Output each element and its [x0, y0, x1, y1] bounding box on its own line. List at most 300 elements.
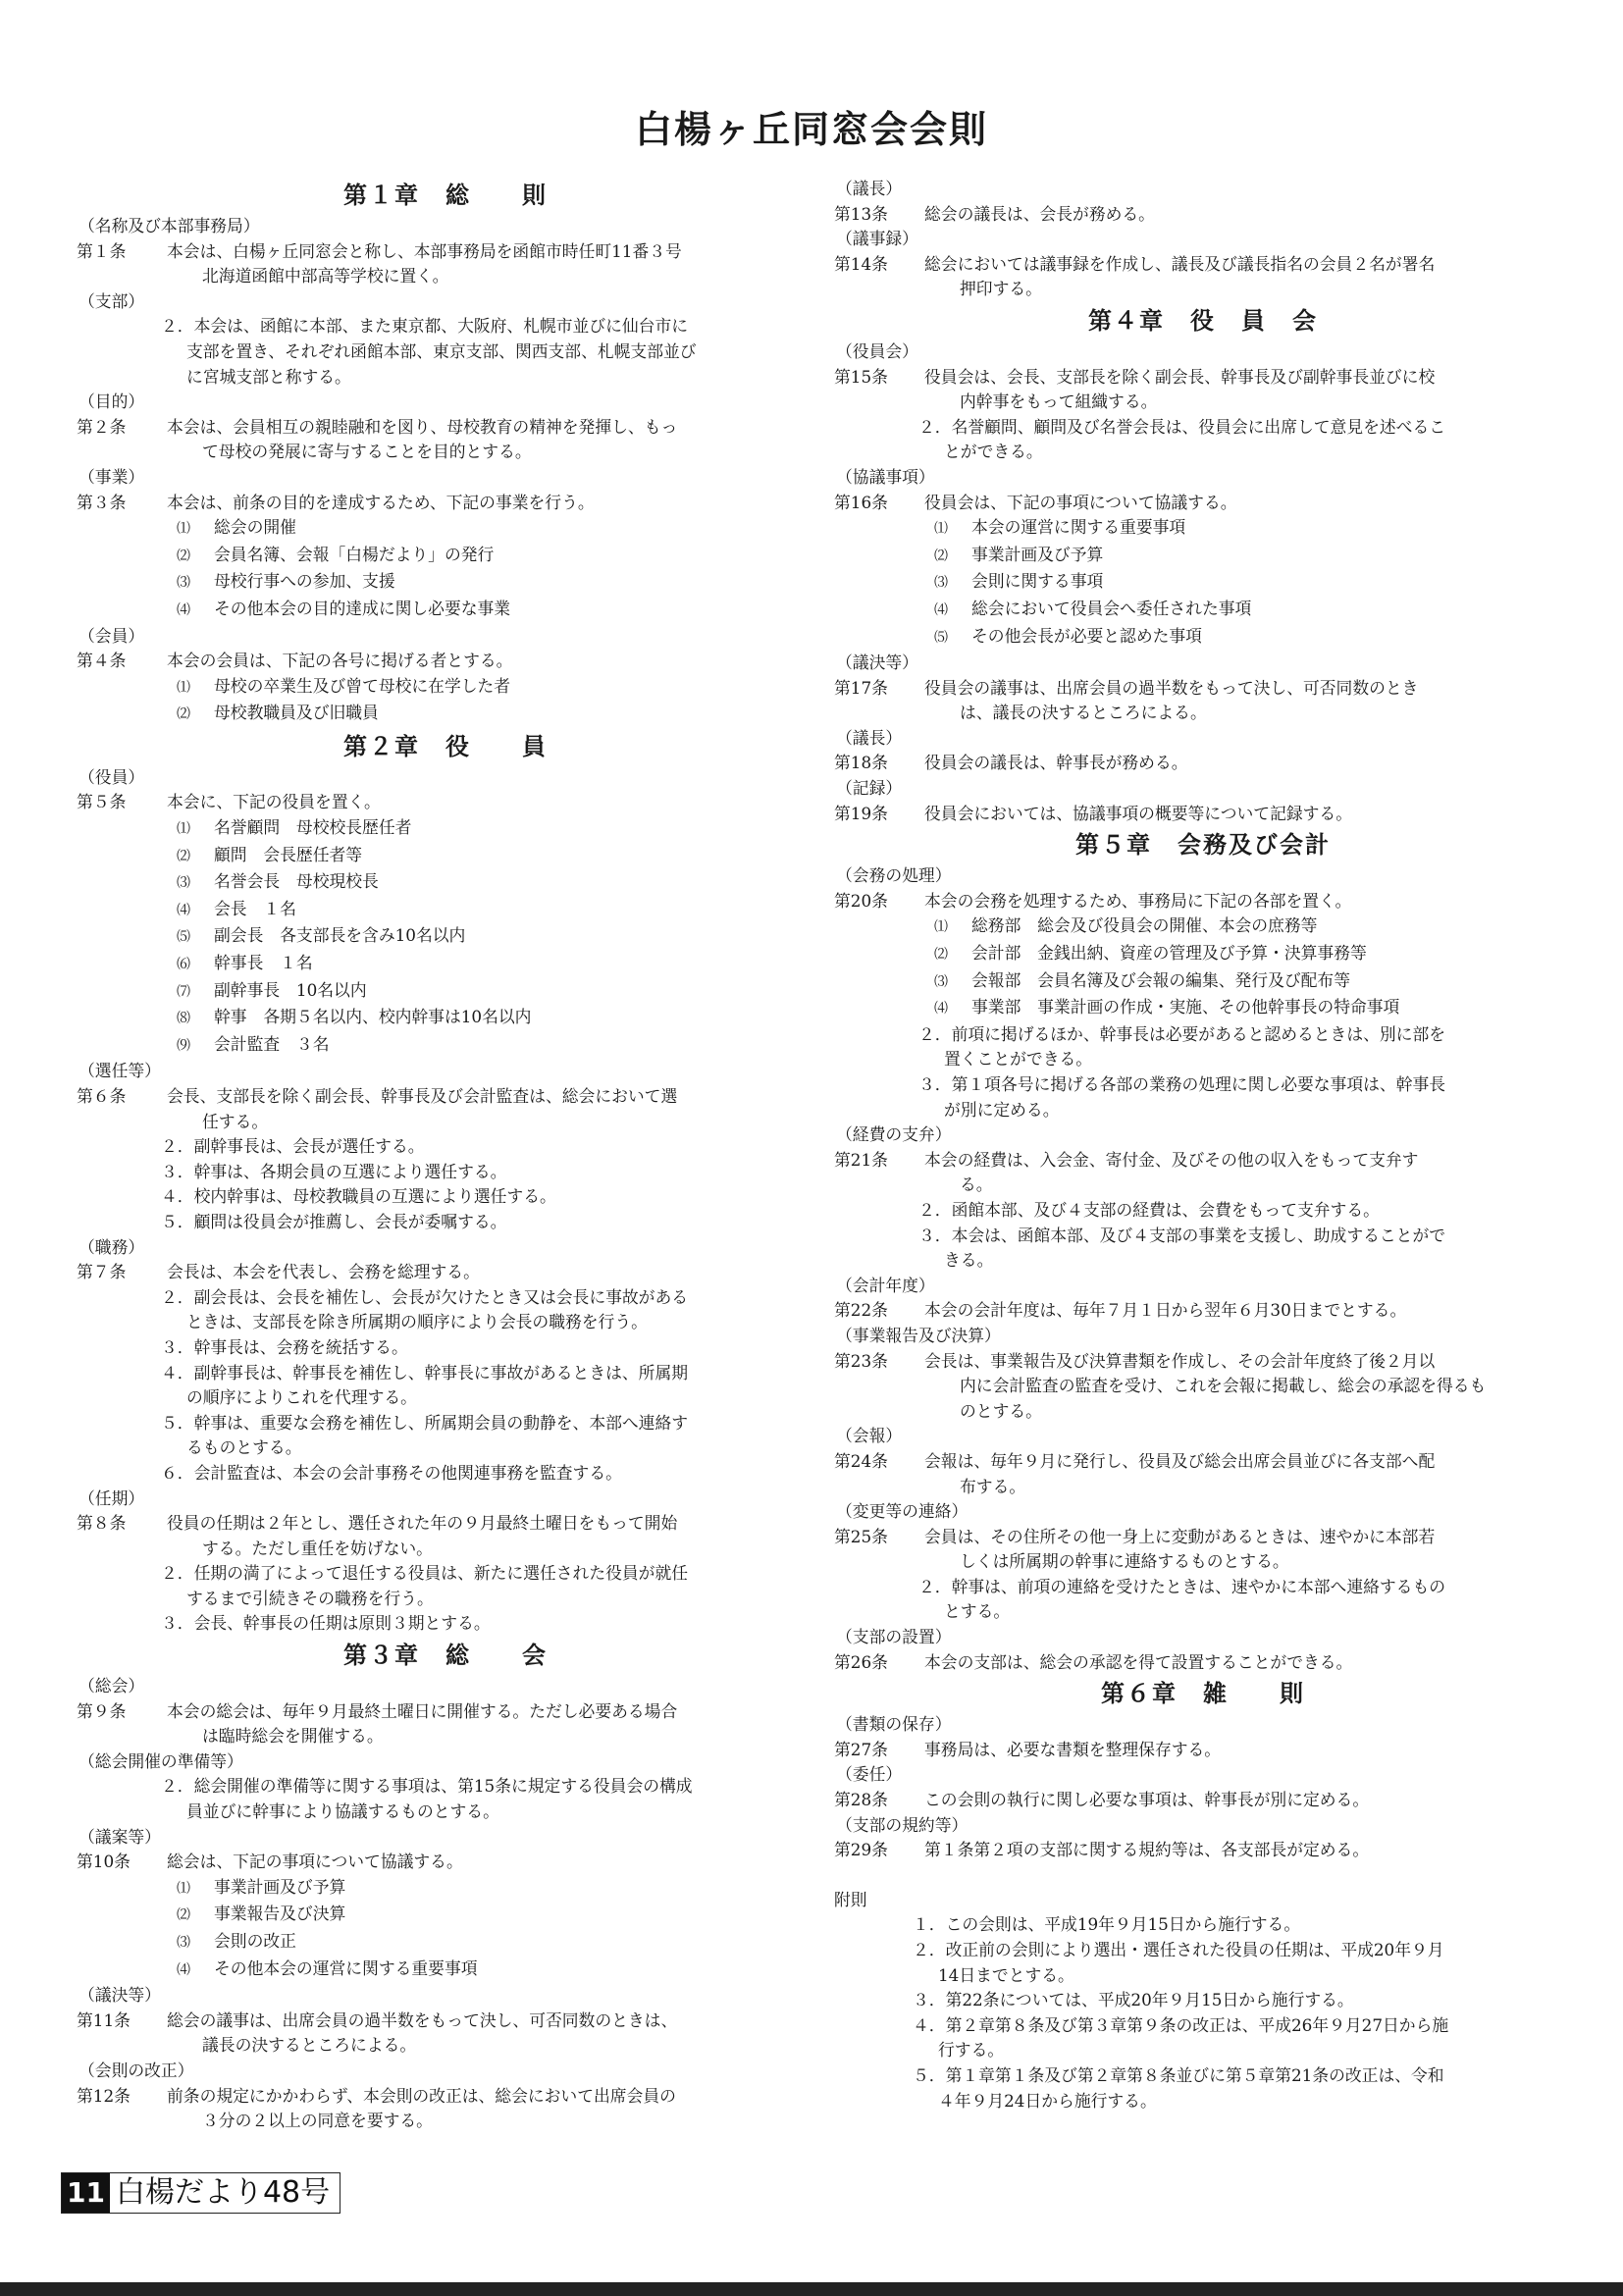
article-body: [918, 1148, 1543, 1198]
item-text: 副幹事長 10名以内: [214, 979, 367, 1000]
paragraph-line: るものとする。: [186, 1437, 302, 1458]
article-number: 第28条: [834, 1790, 888, 1810]
article-body: [918, 491, 1543, 516]
paragraph-line: ２．前項に掲げるほか、幹事長は必要があると認めるときは、別に部を: [918, 1023, 1446, 1044]
article: [77, 1084, 785, 1134]
article-number: 第１条: [77, 240, 127, 261]
item-text: その他本会の目的達成に関し必要な事業: [214, 598, 511, 618]
article-number: 第11条: [77, 2009, 131, 2030]
list-item: [834, 543, 1543, 570]
article-body: [161, 239, 785, 289]
item-number: ⑼: [177, 1037, 190, 1054]
article-number: 第25条: [834, 1526, 888, 1546]
list-item: [77, 1005, 785, 1032]
article-number: 第23条: [834, 1350, 888, 1371]
section-label: （支部の規約等）: [836, 1814, 969, 1835]
paragraph-line: とができる。: [944, 442, 1043, 462]
article-body: [161, 415, 785, 465]
article-body: [918, 202, 1543, 228]
article-line: ３分の２以上の同意を要する。: [202, 2111, 433, 2131]
article-body: [161, 2084, 785, 2134]
section-label: （目的）: [79, 391, 145, 412]
list-item: [834, 569, 1543, 597]
article-line: 内幹事をもって組織する。: [960, 391, 1158, 412]
article: [834, 1349, 1543, 1425]
item-number: ⑴: [177, 679, 190, 696]
article: [77, 2009, 785, 2059]
right-column: [834, 177, 1543, 2113]
publication-title: 白楊だより48号: [115, 2175, 331, 2210]
article-line: 第１条第２項の支部に関する規約等は、各支部長が定める。: [924, 1840, 1370, 1860]
article-line: は、議長の決するところによる。: [960, 703, 1207, 723]
article-line: この会則の執行に関し必要な事項は、幹事長が別に定める。: [924, 1790, 1370, 1810]
article-body: [918, 1650, 1543, 1676]
item-text: 事業部 事業計画の作成・実施、その他幹事長の特命事項: [971, 997, 1400, 1018]
article: [834, 1148, 1543, 1198]
supplementary-heading: 附則: [834, 1889, 867, 1909]
article: [77, 239, 785, 289]
article-line: 会長、支部長を除く副会長、幹事長及び会計監査は、総会において選: [167, 1086, 678, 1106]
numbered-paragraph: [834, 1224, 1543, 1274]
list-item: [77, 869, 785, 897]
item-number: ⑻: [177, 1011, 190, 1027]
item-number: ⑷: [934, 1001, 948, 1018]
item-text: 会則に関する事項: [971, 571, 1104, 592]
article-line: 任する。: [202, 1111, 269, 1131]
article: [834, 1738, 1543, 1763]
item-number: ⑶: [177, 1935, 190, 1951]
item-number: ⑷: [177, 1961, 190, 1978]
item-text: 会計監査 ３名: [214, 1033, 330, 1054]
paragraph-line: ３．会長、幹事長の任期は原則３期とする。: [161, 1613, 491, 1634]
paragraph-line: が別に定める。: [944, 1099, 1060, 1120]
item-number: ⑶: [934, 973, 948, 990]
paragraph-line: 支部を置き、それぞれ函館本部、東京支部、関西支部、札幌支部並び: [186, 340, 697, 361]
article-body: [918, 1449, 1543, 1499]
numbered-paragraph: [834, 1575, 1543, 1625]
item-text: 会員名簿、会報「白楊だより」の発行: [214, 544, 495, 564]
paragraph-line: ときは、支部長を除き所属期の順序により会長の職務を行う。: [186, 1312, 648, 1332]
numbered-paragraph: [834, 1198, 1543, 1224]
list-item: [834, 968, 1543, 996]
article-line: 本会に、下記の役員を置く。: [167, 792, 381, 812]
paragraph-line: に宮城支部と称する。: [186, 366, 351, 387]
item-text: 名誉会長 母校現校長: [214, 871, 379, 892]
article-line: 内に会計監査の監査を受け、これを会報に掲載し、総会の承認を得るも: [960, 1376, 1487, 1396]
section-label: （記録）: [836, 778, 903, 799]
numbered-paragraph: [77, 314, 785, 390]
article: [834, 1788, 1543, 1813]
article-number: 第９条: [77, 1700, 127, 1721]
paragraph-line: ５．顧問は役員会が推薦し、会長が委嘱する。: [161, 1211, 507, 1231]
article-body: [918, 365, 1543, 415]
provision-line: ４．第２章第８条及び第３章第９条の改正は、平成26年９月27日から施: [913, 2014, 1449, 2035]
list-item: [77, 1032, 785, 1060]
page-footer: [61, 2172, 340, 2214]
article-line: 役員会は、会長、支部長を除く副会長、幹事長及び副幹事長並びに校: [924, 366, 1436, 387]
article-body: [161, 1699, 785, 1749]
article: [834, 889, 1543, 914]
item-number: ⑺: [177, 983, 190, 1000]
article-body: [918, 1788, 1543, 1813]
article: [834, 751, 1543, 776]
article-line: 布する。: [960, 1476, 1026, 1496]
list-item: [77, 515, 785, 543]
article-line: 役員会の議事は、出席会員の過半数をもって決し、可否同数のとき: [924, 677, 1419, 698]
article-line: 前条の規定にかかわらず、本会則の改正は、総会において出席会員の: [167, 2085, 676, 2106]
article-line: 本会は、会員相互の親睦融和を図り、母校教育の精神を発揮し、もっ: [167, 416, 678, 437]
numbered-paragraph: [77, 1184, 785, 1210]
article-body: [161, 1850, 785, 1875]
paragraph-line: 置くことができる。: [944, 1049, 1093, 1070]
section-label: （総会開催の準備等）: [79, 1750, 243, 1771]
article-body: [161, 1084, 785, 1134]
article: [834, 1525, 1543, 1575]
section-label: （職務）: [79, 1236, 145, 1257]
paragraph-line: ３．第１項各号に掲げる各部の業務の処理に関し必要な事項は、幹事長: [918, 1074, 1446, 1094]
list-item: [834, 941, 1543, 968]
item-number: ⑴: [177, 521, 190, 538]
list-item: [834, 515, 1543, 543]
article-line: 総会の議事は、出席会員の過半数をもって決し、可否同数のときは、: [167, 2009, 678, 2030]
article-number: 第21条: [834, 1149, 888, 1170]
provision-line: ５．第１章第１条及び第２章第８条並びに第５章第21条の改正は、令和: [913, 2064, 1444, 2085]
article-line: 本会は、前条の目的を達成するため、下記の事業を行う。: [167, 492, 595, 512]
article: [77, 2084, 785, 2134]
numbered-paragraph: [834, 1022, 1543, 1072]
article-line: する。ただし重任を妨げない。: [202, 1538, 433, 1558]
article-line: しくは所属期の幹事に連絡するものとする。: [960, 1551, 1289, 1572]
article: [834, 676, 1543, 726]
item-text: 事業計画及び予算: [214, 1876, 346, 1897]
supplementary-provision: [834, 1938, 1543, 1988]
article-number: 第15条: [834, 366, 888, 387]
item-number: ⑴: [934, 521, 948, 538]
article-line: のとする。: [960, 1400, 1042, 1421]
item-number: ⑵: [177, 548, 190, 564]
section-label: （任期）: [79, 1487, 145, 1508]
item-number: ⑸: [177, 929, 190, 946]
item-number: ⑷: [934, 601, 948, 618]
paragraph-line: ４．校内幹事は、母校教職員の互選により選任する。: [161, 1186, 556, 1207]
article-body: [161, 649, 785, 674]
article: [834, 491, 1543, 516]
item-number: ⑶: [934, 575, 948, 592]
article-body: [161, 790, 785, 815]
article-line: 本会の支部は、総会の承認を得て設置することができる。: [924, 1651, 1353, 1672]
paragraph-line: ２．名誉顧問、顧問及び名誉会長は、役員会に出席して意見を述べるこ: [918, 416, 1446, 437]
item-text: その他会長が必要と認めた事項: [971, 625, 1202, 646]
paragraph-line: の順序によりこれを代理する。: [186, 1387, 417, 1408]
section-label: （名称及び本部事務局）: [79, 216, 260, 235]
item-text: 会長 １名: [214, 898, 296, 918]
section-label: （会務の処理）: [836, 865, 952, 886]
article: [834, 802, 1543, 827]
article-body: [161, 1260, 785, 1285]
list-item: [77, 674, 785, 702]
numbered-paragraph: [77, 1361, 785, 1411]
article-line: 本会の会員は、下記の各号に掲げる者とする。: [167, 651, 513, 671]
paragraph-line: きる。: [944, 1250, 994, 1271]
article: [834, 202, 1543, 228]
list-item: [77, 923, 785, 951]
supplementary-provision: [834, 1912, 1543, 1938]
list-item: [77, 978, 785, 1006]
article: [77, 1260, 785, 1285]
bottom-rule: [0, 2282, 1623, 2296]
article: [834, 365, 1543, 415]
item-text: 本会の運営に関する重要事項: [971, 517, 1186, 538]
article-number: 第10条: [77, 1852, 131, 1872]
section-label: （会報）: [836, 1426, 903, 1446]
article-number: 第24条: [834, 1450, 888, 1471]
article-number: 第20条: [834, 890, 888, 911]
left-column: [77, 177, 785, 2134]
item-number: ⑴: [177, 1880, 190, 1897]
section-label: （役員）: [79, 766, 145, 787]
article-body: [918, 1838, 1543, 1863]
item-text: 会計部 金銭出納、資産の管理及び予算・決算事務等: [971, 943, 1367, 964]
paragraph-line: ３．幹事は、各期会員の互選により選任する。: [161, 1161, 507, 1181]
list-item: [77, 1902, 785, 1929]
provision-line: ４年９月24日から施行する。: [938, 2090, 1157, 2111]
article: [834, 252, 1543, 302]
article-line: 総会は、下記の事項について協議する。: [167, 1852, 463, 1872]
item-number: ⑷: [177, 902, 190, 918]
section-label: （支部）: [79, 290, 145, 311]
item-text: 顧問 会長歴任者等: [214, 844, 363, 864]
paragraph-line: するまで引続きその職務を行う。: [186, 1588, 434, 1608]
article-line: る。: [960, 1174, 993, 1195]
paragraph-line: ４．副幹事長は、幹事長を補佐し、幹事長に事故があるときは、所属期: [161, 1362, 689, 1383]
provision-line: ２．改正前の会則により選出・選任された役員の任期は、平成20年９月: [913, 1940, 1444, 1959]
numbered-paragraph: [77, 1285, 785, 1335]
article-line: 事務局は、必要な書類を整理保存する。: [924, 1739, 1222, 1759]
article-number: 第４条: [77, 651, 127, 671]
item-text: 幹事 各期５名以内、校内幹事は10名以内: [214, 1007, 532, 1027]
article-line: 押印する。: [960, 279, 1042, 299]
item-number: ⑵: [934, 947, 948, 964]
article-line: 会長は、本会を代表し、会務を総理する。: [167, 1262, 480, 1282]
numbered-paragraph: [77, 1335, 785, 1361]
supplementary-provision: [834, 1988, 1543, 2013]
supplementary-provision: [834, 2063, 1543, 2113]
article-number: 第12条: [77, 2085, 131, 2106]
section-label: （会則の改正）: [79, 2060, 194, 2080]
list-item: [77, 597, 785, 624]
article-number: 第22条: [834, 1300, 888, 1321]
article-number: 第６条: [77, 1086, 127, 1106]
article-line: 役員会の議長は、幹事長が務める。: [924, 753, 1188, 773]
article-body: [918, 751, 1543, 776]
article-number: 第26条: [834, 1651, 888, 1672]
article-body: [161, 1511, 785, 1561]
item-text: 母校教職員及び旧職員: [214, 703, 379, 723]
article-number: 第29条: [834, 1840, 888, 1860]
article: [77, 491, 785, 516]
article-number: 第14条: [834, 253, 888, 274]
section-label: （議長）: [836, 179, 903, 198]
item-text: 事業計画及び予算: [971, 544, 1104, 564]
chapter-heading: 第１章 総 則: [343, 181, 548, 209]
article-number: 第５条: [77, 792, 127, 812]
item-number: ⑵: [177, 848, 190, 864]
article-number: 第18条: [834, 753, 888, 773]
article-body: [918, 1525, 1543, 1575]
provision-line: 行する。: [938, 2040, 1005, 2061]
article: [77, 649, 785, 674]
supplementary-provision: [834, 2013, 1543, 2063]
item-text: 会報部 会員名簿及び会報の編集、発行及び配布等: [971, 969, 1350, 990]
section-label: （事業）: [79, 466, 145, 487]
list-item: [77, 1875, 785, 1903]
article-line: て母校の発展に寄与することを目的とする。: [202, 442, 532, 462]
article-line: 議長の決するところによる。: [202, 2035, 417, 2056]
section-label: （議案等）: [79, 1826, 161, 1847]
article-body: [161, 491, 785, 516]
article-number: 第３条: [77, 492, 127, 512]
chapter-heading: 第３章 総 会: [343, 1641, 548, 1670]
section-label: （委任）: [836, 1764, 903, 1785]
list-item: [77, 951, 785, 978]
numbered-paragraph: [77, 1611, 785, 1637]
article: [77, 1511, 785, 1561]
chapter-heading: 第５章 会務及び会計: [1075, 830, 1331, 860]
item-number: ⑵: [177, 1907, 190, 1924]
paragraph-line: ２．函館本部、及び４支部の経費は、会費をもって支弁する。: [918, 1199, 1380, 1220]
item-number: ⑶: [177, 575, 190, 592]
numbered-paragraph: [834, 1072, 1543, 1122]
article-line: 役員会は、下記の事項について協議する。: [924, 492, 1237, 512]
article: [834, 1650, 1543, 1676]
article-body: [918, 889, 1543, 914]
article-line: は臨時総会を開催する。: [202, 1726, 384, 1747]
item-text: 幹事長 １名: [214, 953, 313, 973]
numbered-paragraph: [77, 1461, 785, 1487]
paragraph-line: ６．会計監査は、本会の会計事務その他関連事務を監査する。: [161, 1462, 622, 1483]
section-label: （役員会）: [836, 340, 918, 361]
article-line: 本会の会務を処理するため、事務局に下記の各部を置く。: [924, 890, 1352, 911]
article-body: [918, 802, 1543, 827]
section-label: （議決等）: [79, 1985, 161, 2006]
article: [834, 1298, 1543, 1324]
item-text: 母校の卒業生及び曾て母校に在学した者: [214, 675, 511, 696]
article-body: [918, 252, 1543, 302]
list-item: [77, 1929, 785, 1957]
list-item: [77, 897, 785, 924]
article-line: 本会の経費は、入会金、寄付金、及びその他の収入をもって支弁す: [924, 1149, 1419, 1170]
item-text: 総会の開催: [214, 517, 296, 538]
section-label: （事業報告及び決算）: [836, 1325, 1001, 1345]
article-number: 第27条: [834, 1739, 888, 1759]
section-label: （議事録）: [836, 229, 918, 249]
section-label: （選任等）: [79, 1061, 161, 1081]
section-label: （会計年度）: [836, 1275, 935, 1295]
section-label: （議決等）: [836, 652, 918, 673]
item-text: 事業報告及び決算: [214, 1904, 346, 1924]
paragraph-line: ２．副会長は、会長を補佐し、会長が欠けたとき又は会長に事故がある: [161, 1286, 689, 1307]
numbered-paragraph: [834, 415, 1543, 465]
numbered-paragraph: [77, 1160, 785, 1185]
item-number: ⑷: [177, 601, 190, 618]
document-title: 白楊ヶ丘同窓会会則: [634, 107, 988, 151]
paragraph-line: ２．副幹事長は、会長が選任する。: [161, 1136, 425, 1157]
article-number: 第13条: [834, 203, 888, 224]
article-line: 役員会においては、協議事項の概要等について記録する。: [924, 803, 1352, 823]
article-body: [918, 1298, 1543, 1324]
section-label: （経費の支弁）: [836, 1124, 952, 1145]
section-label: （会員）: [79, 625, 145, 646]
item-text: 名誉顧問 母校校長歴任者: [214, 817, 412, 838]
article-number: 第７条: [77, 1262, 127, 1282]
list-item: [834, 597, 1543, 624]
list-item: [77, 701, 785, 728]
article-line: 会報は、毎年９月に発行し、役員及び総会出席会員並びに各支部へ配: [924, 1450, 1436, 1471]
item-number: ⑹: [177, 957, 190, 973]
article-body: [918, 1738, 1543, 1763]
item-number: ⑵: [177, 706, 190, 723]
section-label: （支部の設置）: [836, 1627, 952, 1647]
article-body: [918, 1349, 1543, 1425]
item-text: 総務部 総会及び役員会の開催、本会の庶務等: [971, 915, 1318, 936]
list-item: [77, 543, 785, 570]
provision-line: 14日までとする。: [938, 1964, 1074, 1985]
item-text: 総会において役員会へ委任された事項: [971, 598, 1252, 618]
item-number: ⑸: [934, 629, 948, 646]
numbered-paragraph: [77, 1561, 785, 1611]
list-item: [834, 913, 1543, 941]
item-number: ⑴: [177, 821, 190, 838]
item-number: ⑴: [934, 919, 948, 936]
article: [834, 1838, 1543, 1863]
list-item: [834, 995, 1543, 1022]
article-line: 北海道函館中部高等学校に置く。: [202, 266, 449, 287]
paragraph-line: ２．幹事は、前項の連絡を受けたときは、速やかに本部へ連絡するもの: [918, 1576, 1446, 1596]
chapter-heading: 第４章 役 員 会: [1088, 305, 1318, 335]
chapter-heading: 第６章 雑 則: [1101, 1679, 1305, 1708]
article-line: 会員は、その住所その他一身上に変動があるときは、速やかに本部若: [924, 1526, 1436, 1546]
article-body: [161, 2009, 785, 2059]
paragraph-line: ３．幹事長は、会務を統括する。: [161, 1336, 408, 1357]
numbered-paragraph: [77, 1411, 785, 1461]
section-label: （協議事項）: [836, 466, 935, 487]
item-text: 副会長 各支部長を含み10名以内: [214, 925, 466, 946]
paragraph-line: ３．本会は、函館本部、及び４支部の事業を支援し、助成することがで: [918, 1225, 1446, 1245]
item-number: ⑶: [177, 875, 190, 892]
article-line: 本会は、白楊ヶ丘同窓会と称し、本部事務局を函館市時任町11番３号: [167, 240, 682, 261]
article: [77, 415, 785, 465]
chapter-heading: 第２章 役 員: [343, 731, 548, 760]
article-line: 本会の会計年度は、毎年７月１日から翌年６月30日までとする。: [924, 1300, 1407, 1321]
paragraph-line: ２．本会は、函館に本部、また東京都、大阪府、札幌市並びに仙台市に: [161, 316, 689, 337]
spacer: [834, 1863, 1543, 1888]
provision-line: ３．第22条については、平成20年９月15日から施行する。: [913, 1990, 1354, 2010]
numbered-paragraph: [77, 1134, 785, 1160]
article-number: 第２条: [77, 416, 127, 437]
item-number: ⑵: [934, 548, 948, 564]
article-number: 第16条: [834, 492, 888, 512]
section-label: （書類の保存）: [836, 1714, 952, 1735]
list-item: [77, 569, 785, 597]
article-line: 役員の任期は２年とし、選任された年の９月最終土曜日をもって開始: [167, 1513, 678, 1534]
item-text: その他本会の運営に関する重要事項: [214, 1957, 478, 1978]
list-item: [77, 843, 785, 870]
article-line: 総会においては議事録を作成し、議長及び議長指名の会員２名が署名: [924, 253, 1436, 274]
list-item: [834, 624, 1543, 652]
article: [834, 1449, 1543, 1499]
paragraph-line: ５．幹事は、重要な会務を補佐し、所属期会員の動静を、本部へ連絡す: [161, 1412, 689, 1433]
paragraph-line: 員並びに幹事により協議するものとする。: [186, 1801, 499, 1822]
